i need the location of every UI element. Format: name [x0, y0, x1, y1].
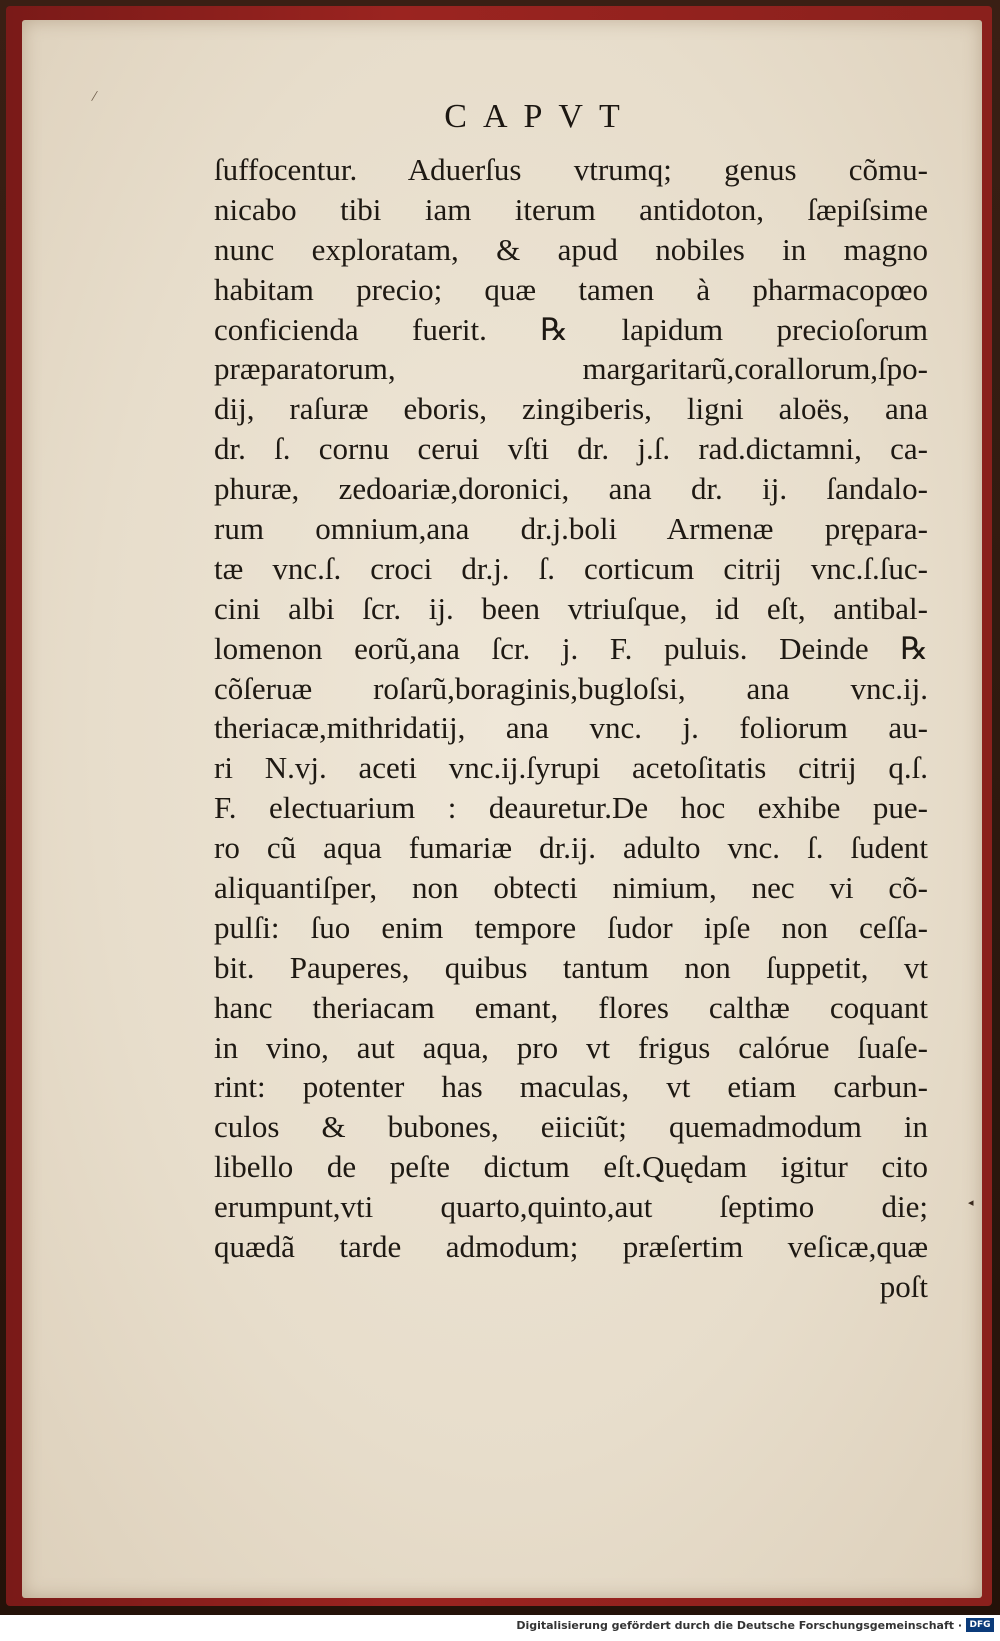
text-line: præparatorum, margaritarũ,corallorum,ſpo- — [214, 351, 928, 387]
margin-arrow-icon: ◂ — [968, 1196, 974, 1209]
footer-bar — [0, 1615, 1000, 1641]
text-line: F. electuarium : deauretur.De hoc exhibe pue- — [214, 790, 928, 826]
text-line: phuræ, zedoariæ,doronici, ana dr. ij. ſandalo- — [214, 471, 928, 507]
text-line: rint: potenter has maculas, vt etiam carbun- — [214, 1069, 928, 1105]
catchword: poſt — [879, 1268, 928, 1304]
text-line: rum omnium,ana dr.j.boli Armenæ prępara- — [214, 511, 928, 547]
text-line: in vino, aut aqua, pro vt frigus calórue ſuaſe- — [214, 1029, 928, 1065]
margin-mark: / — [90, 87, 99, 106]
text-line: nunc exploratam, & apud nobiles in magno — [214, 231, 928, 267]
text-line: quædã tarde admodum; præſertim veſicæ,quæ — [214, 1229, 928, 1265]
text-line: theriacæ,mithridatij, ana vnc. j. foliorum au- — [214, 710, 928, 746]
funding-credit: Digitalisierung gefördert durch die Deutsche Forschungsgemeinschaft · — [516, 1619, 962, 1632]
text-line: cõſeruæ roſarũ,boraginis,bugloſsi, ana vnc.ij. — [214, 670, 928, 706]
text-line: aliquantiſper, non obtecti nimium, nec vi cõ- — [214, 870, 928, 906]
text-line: cini albi ſcr. ij. been vtriuſque, id eſt, antibal- — [214, 590, 928, 626]
text-line: ro cũ aqua fumariæ dr.ij. adulto vnc. ſ. ſudent — [214, 830, 928, 866]
text-line: habitam precio; quæ tamen à pharmacopœo — [214, 271, 928, 307]
text-line: dij, raſuræ eboris, zingiberis, ligni aloës, ana — [214, 391, 928, 427]
text-line: ri N.vj. aceti vnc.ij.ſyrupi acetoſitatis citrij q.ſ. — [214, 750, 928, 786]
text-line: lomenon eorũ,ana ſcr. j. F. puluis. Deinde ℞ — [214, 630, 928, 666]
text-line: pulſi: ſuo enim tempore ſudor ipſe non ceſſa- — [214, 909, 928, 945]
text-line: dr. ſ. cornu cerui vſti dr. j.ſ. rad.dictamni, ca- — [214, 431, 928, 467]
dfg-logo: DFG — [966, 1618, 994, 1632]
text-line: tæ vnc.ſ. croci dr.j. ſ. corticum citrij vnc.ſ.ſuc- — [214, 550, 928, 586]
text-line: nicabo tibi iam iterum antidoton, ſæpiſsime — [214, 191, 928, 227]
text-line: libello de peſte dictum eſt.Quędam igitur cito — [214, 1149, 928, 1185]
text-line: hanc theriacam emant, flores calthæ coquant — [214, 989, 928, 1025]
text-line: erumpunt,vti quarto,quinto,aut ſeptimo die; — [214, 1189, 928, 1225]
text-line: culos & bubones, eiiciũt; quemadmodum in — [214, 1109, 928, 1145]
text-line: conficienda fuerit. ℞ lapidum precioſorum — [214, 311, 928, 347]
page-heading: CAPVT — [444, 98, 636, 135]
text-line: ſuffocentur. Aduerſus vtrumq; genus cõmu- — [214, 152, 928, 187]
body-text — [214, 150, 928, 1307]
text-line: bit. Pauperes, quibus tantum non ſuppetit, vt — [214, 949, 928, 985]
